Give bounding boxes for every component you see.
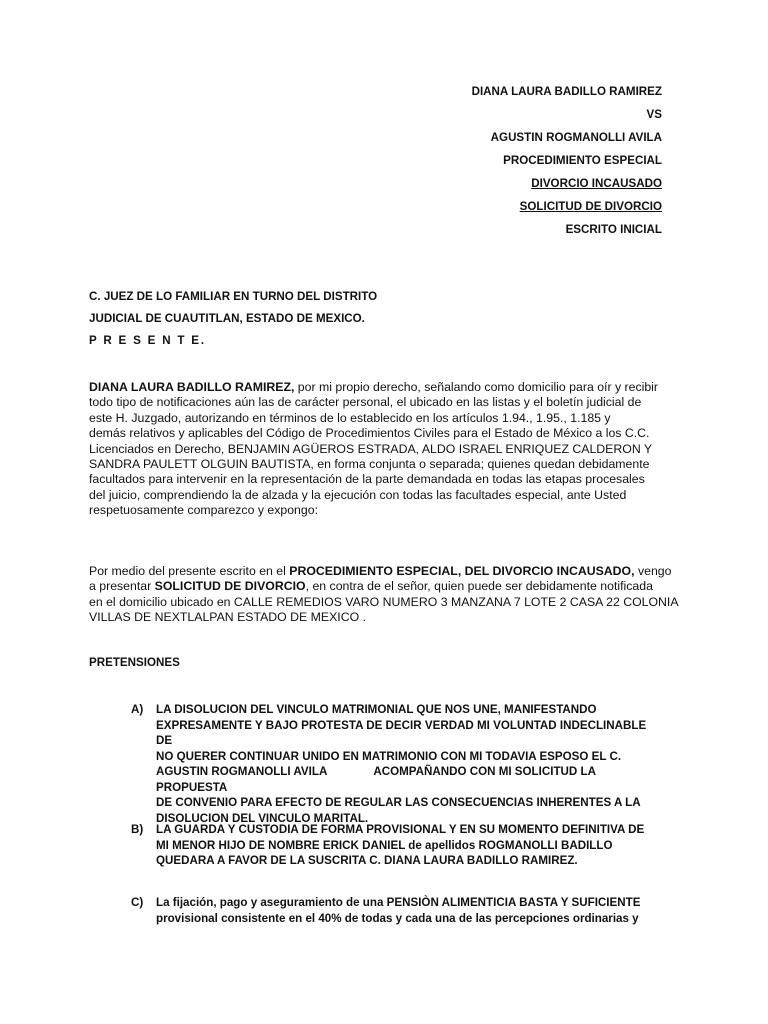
addressee-line-3: P R E S E N T E. — [89, 334, 206, 347]
claim-c-line-2: provisional consistente en el 40% de todas y cada una de las percepciones ordinarias y — [156, 911, 639, 925]
solicitud-bold-1: PROCEDIMIENTO ESPECIAL, DEL DIVORCIO INCAUSADO, — [289, 564, 635, 578]
request-label: SOLICITUD DE DIVORCIO — [519, 200, 662, 213]
intro-line-9: respetuosamente comparezco y expongo: — [89, 503, 318, 518]
claim-b-line-1: LA GUARDA Y CUSTODIA DE FORMA PROVISIONAL Y EN SU MOMENTO DEFINITIVA DE — [156, 823, 645, 836]
claim-a-line-5: DE CONVENIO PARA EFECTO DE REGULAR LAS CONSECUENCIAS INHERENTES A LA — [156, 796, 641, 809]
claim-letter-a: A) — [131, 703, 144, 716]
solicitud-text-2: vengo — [634, 564, 672, 578]
versus-label: VS — [646, 108, 662, 121]
claim-item-a — [131, 702, 661, 826]
claim-a-line-2: EXPRESAMENTE Y BAJO PROTESTA DE DECIR VERDAD MI VOLUNTAD INDECLINABLE DE — [156, 718, 647, 747]
solicitud-line-3: en el domicilio ubicado en CALLE REMEDIOS VARO NUMERO 3 MANZANA 7 LOTE 2 CASA 22 COLONIA — [89, 594, 679, 609]
solicitud-text-1: Por medio del presente escrito en el — [89, 564, 290, 578]
intro-paragraph — [89, 380, 681, 519]
divorce-type-label: DIVORCIO INCAUSADO — [531, 177, 662, 190]
solicitud-text-3: a presentar — [89, 579, 155, 594]
claim-a-line-4a: AGUSTIN ROGMANOLLI AVILA — [156, 765, 328, 778]
claim-a-line-4b: ACOMPAÑANDO CON MI SOLICITUD LA PROPUESTA — [156, 765, 596, 794]
solicitud-text-4: , en contra de el señor, quien puede ser debidamente notificada — [305, 579, 653, 594]
solicitud-line-4: VILLAS DE NEXTLALPAN ESTADO DE MEXICO . — [89, 610, 366, 625]
intro-line-4: demás relativos y aplicables del Código de Procedimientos Civiles para el Estado de México a los C.C. — [89, 426, 650, 441]
claim-item-c — [131, 895, 661, 926]
claim-b-line-2: MI MENOR HIJO DE NOMBRE ERICK DANIEL de apellidos ROGMANOLLI BADILLO — [156, 838, 613, 852]
addressee-line-2: JUDICIAL DE CUAUTITLAN, ESTADO DE MEXICO. — [89, 312, 365, 325]
document-type-label: ESCRITO INICIAL — [565, 223, 662, 236]
case-header — [472, 80, 662, 241]
claim-c-line-1: La fijación, pago y aseguramiento de una PENSIÒN ALIMENTICIA BASTA Y SUFICIENTE — [156, 896, 641, 909]
claim-b-line-3: QUEDARA A FAVOR DE LA SUSCRITA C. DIANA LAURA BADILLO RAMIREZ. — [156, 854, 578, 867]
claim-a-line-6: DISOLUCION DEL VINCULO MARITAL. — [156, 811, 369, 825]
plaintiff-name-inline: DIANA LAURA BADILLO RAMIREZ, — [89, 380, 295, 394]
solicitud-bold-2: SOLICITUD DE DIVORCIO — [154, 579, 306, 594]
intro-line-6: SANDRA PAULETT OLGUIN BAUTISTA, en forma conjunta o separada; quienes quedan debidamente — [89, 457, 650, 472]
claim-letter-b: B) — [131, 823, 144, 836]
intro-line-7: facultados para intervenir en la representación de la parte demandada en todas las etapas procesales — [89, 472, 645, 487]
pretensiones-heading: PRETENSIONES — [89, 656, 180, 669]
claim-letter-c: C) — [131, 896, 144, 909]
addressee-block — [89, 286, 377, 352]
intro-line-2: todo tipo de notificaciones aún las de carácter personal, el ubicado en las listas y el boletín judicial de — [89, 395, 642, 410]
solicitud-paragraph — [89, 564, 681, 626]
addressee-line-1: C. JUEZ DE LO FAMILIAR EN TURNO DEL DISTRITO — [89, 290, 378, 303]
intro-line-8: del juicio, comprendiendo la de alzada y la ejecución con todas las facultades especial, ante Usted — [89, 487, 627, 502]
intro-line-1: por mi propio derecho, señalando como domicilio para oír y recibir — [294, 380, 659, 394]
procedure-label: PROCEDIMIENTO ESPECIAL — [503, 154, 662, 167]
intro-line-5: Licenciados en Derecho, BENJAMIN AGÜEROS ESTRADA, ALDO ISRAEL ENRIQUEZ CALDERON Y — [89, 441, 653, 456]
plaintiff-name: DIANA LAURA BADILLO RAMIREZ — [471, 85, 662, 98]
defendant-name: AGUSTIN ROGMANOLLI AVILA — [490, 131, 662, 144]
claim-a-line-3: NO QUERER CONTINUAR UNIDO EN MATRIMONIO CON MI TODAVIA ESPOSO EL C. — [156, 749, 622, 763]
claim-a-line-1: LA DISOLUCION DEL VINCULO MATRIMONIAL QUE NOS UNE, MANIFESTANDO — [156, 703, 597, 716]
claim-item-b — [131, 822, 661, 869]
intro-line-3: este H. Juzgado, autorizando en términos de lo establecido en los artículos 1.94., 1.95., 1.185 y — [89, 410, 611, 425]
